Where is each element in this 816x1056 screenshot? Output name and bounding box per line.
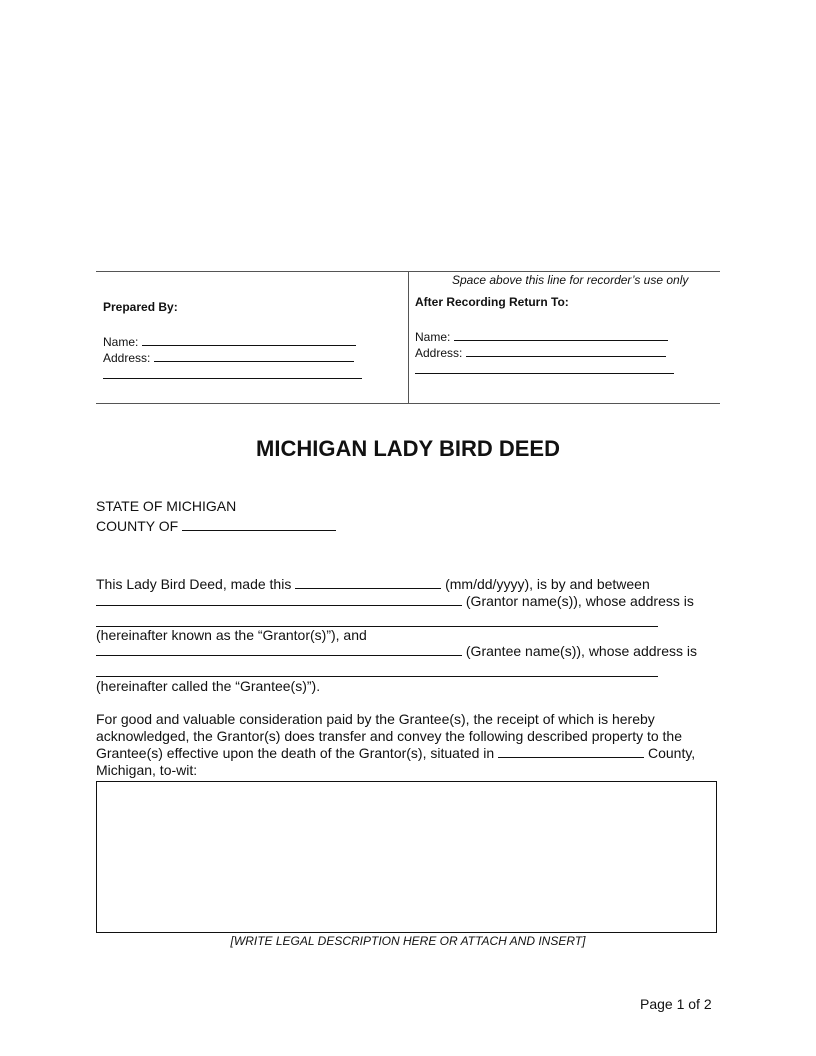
- return-name-label: Name:: [415, 330, 451, 344]
- page-title: MICHIGAN LADY BIRD DEED: [256, 436, 560, 461]
- grantee-name-field[interactable]: [96, 643, 462, 656]
- legal-description-caption: [WRITE LEGAL DESCRIPTION HERE OR ATTACH AND INSERT]: [230, 934, 586, 948]
- date-format-text: (mm/dd/yyyy), is by and between: [445, 576, 650, 592]
- legal-description-box[interactable]: [96, 781, 717, 933]
- grantor-known-text: (hereinafter known as the “Grantor(s)”), and: [96, 627, 367, 643]
- return-address-row: [415, 344, 666, 360]
- grantor-name-row: [96, 593, 694, 609]
- county-suffix-text: County,: [647, 745, 696, 761]
- prepared-address-field[interactable]: [154, 349, 354, 362]
- grantee-name-text: (Grantee name(s)), whose address is: [465, 643, 697, 659]
- state-label: STATE OF MICHIGAN: [96, 498, 237, 514]
- return-name-row: [415, 328, 668, 344]
- prepared-address-label: Address:: [103, 351, 151, 365]
- grantee-address-field[interactable]: [96, 664, 658, 677]
- return-name-field[interactable]: [454, 328, 668, 341]
- prepared-address-row: [103, 349, 354, 365]
- grantee-called-text: (hereinafter called the “Grantee(s)”).: [96, 678, 321, 694]
- situated-county-field[interactable]: [498, 745, 644, 758]
- prepared-name-field[interactable]: [142, 333, 356, 346]
- return-address-line2[interactable]: [415, 361, 674, 374]
- grantor-name-text: (Grantor name(s)), whose address is: [465, 593, 694, 609]
- grantor-address-field[interactable]: [96, 614, 658, 627]
- county-label: COUNTY OF: [96, 518, 179, 534]
- situated-in-text: Grantee(s) effective upon the death of the Grantor(s), situated in: [96, 745, 495, 761]
- page-number: Page 1 of 2: [640, 996, 712, 1012]
- prepared-by-heading: Prepared By:: [103, 300, 178, 314]
- grantee-name-row: [96, 643, 697, 659]
- recorder-space-note: Space above this line for recorder’s use only: [452, 273, 689, 287]
- deed-date-field[interactable]: [295, 576, 441, 589]
- county-field[interactable]: [182, 518, 336, 531]
- consideration-line-3: [96, 745, 695, 762]
- prepared-name-row: [103, 333, 356, 349]
- return-to-heading: After Recording Return To:: [415, 295, 569, 309]
- recorder-divider: [408, 271, 409, 404]
- deed-date-row: [96, 576, 650, 592]
- consideration-line-4: Michigan, to-wit:: [96, 762, 198, 778]
- grantor-name-field[interactable]: [96, 593, 462, 606]
- prepared-name-label: Name:: [103, 335, 139, 349]
- return-address-label: Address:: [415, 346, 463, 360]
- consideration-line-1: For good and valuable consideration paid by the Grantee(s), the receipt of which is hereby: [96, 711, 655, 727]
- deed-made-text: This Lady Bird Deed, made this: [96, 576, 292, 592]
- prepared-address-line2[interactable]: [103, 366, 362, 379]
- consideration-line-2: acknowledged, the Grantor(s) does transfer and convey the following described property to the: [96, 728, 682, 744]
- county-row: [96, 518, 336, 534]
- return-address-field[interactable]: [466, 344, 666, 357]
